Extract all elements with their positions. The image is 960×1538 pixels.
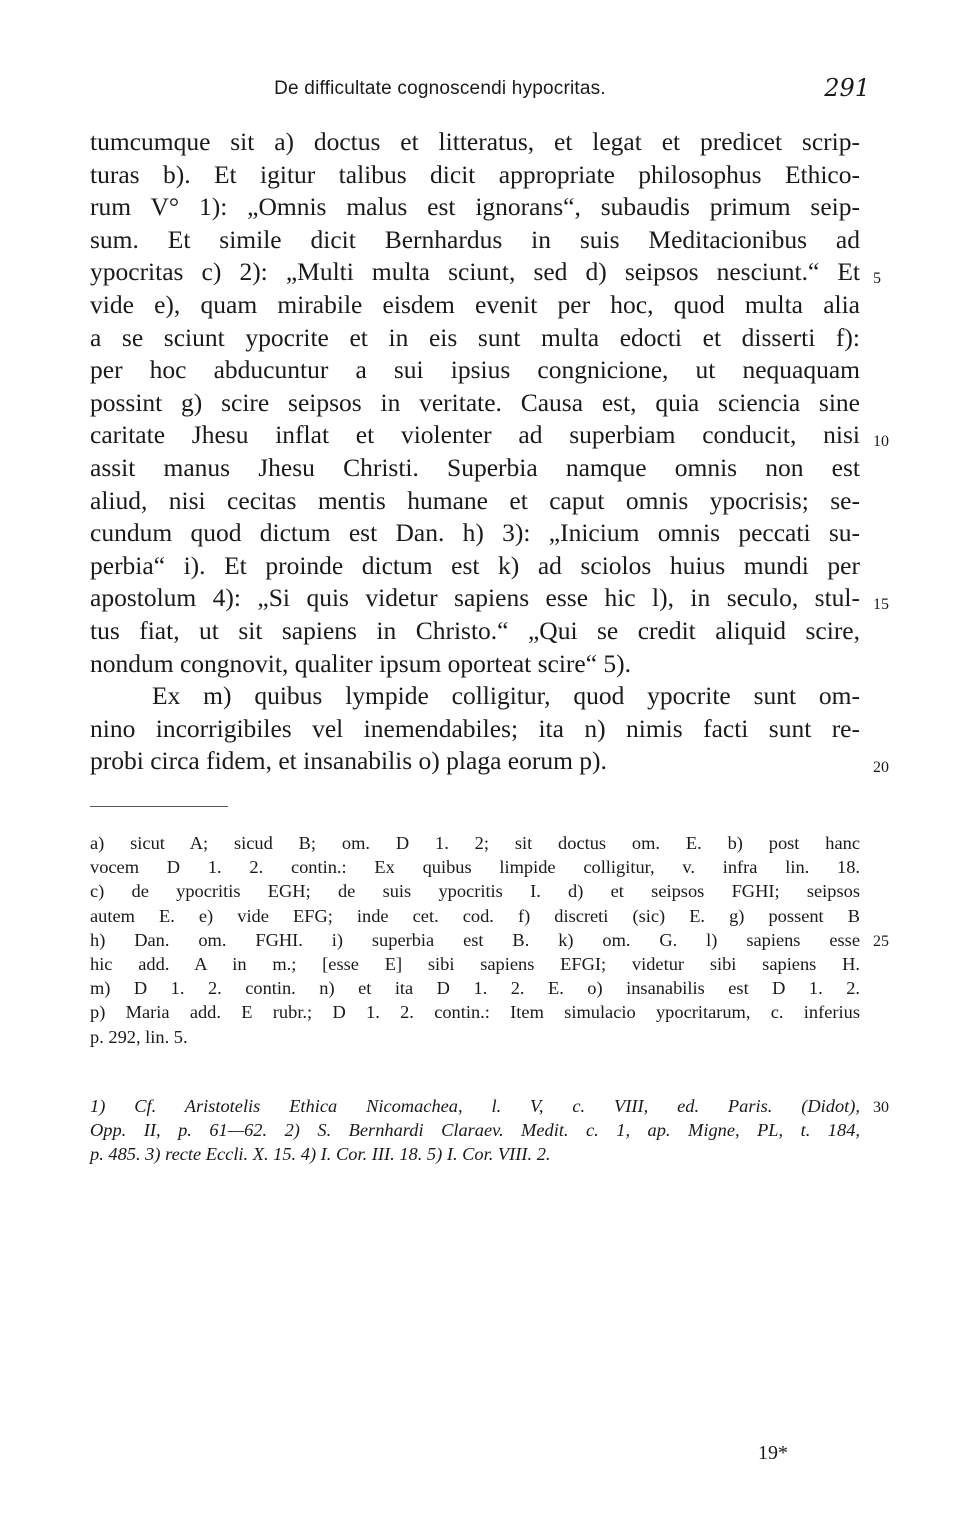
running-head: [90, 74, 870, 104]
line-number: 25: [873, 932, 889, 950]
note-line: [90, 1118, 860, 1142]
body-line-text: tus fiat, ut sit sapiens in Christo.“ „Qui se credit aliquid scire,: [90, 615, 860, 645]
body-line-text: a se sciunt ypocrite et in eis sunt multa edocti et disserti f):: [90, 322, 860, 352]
body-line: [90, 191, 860, 224]
body-line: [90, 322, 860, 355]
body-line-text: sum. Et simile dicit Bernhardus in suis Meditacionibus ad: [90, 224, 860, 254]
page-number: 291: [824, 74, 870, 102]
body-line: [90, 224, 860, 257]
source-notes: [90, 1094, 889, 1167]
body-line-text: perbia“ i). Et proinde dictum est k) ad sciolos huius mundi per: [90, 550, 860, 580]
body-line-text: turas b). Et igitur talibus dicit appropriate philosophus Ethico-: [90, 159, 860, 189]
line-number: 15: [873, 596, 889, 614]
body-line: [90, 582, 889, 615]
body-line-text: per hoc abducuntur a sui ipsius congnicione, ut nequaquam: [90, 355, 860, 385]
body-line: [90, 159, 860, 192]
body-line-text: apostolum 4): „Si quis videtur sapiens esse hic l), in seculo, stul-: [90, 583, 860, 613]
apparatus-line: [90, 928, 889, 952]
apparatus-line: [90, 1000, 860, 1024]
body-line-text: ypocritas c) 2): „Multi multa sciunt, sed d) seipsos nesciunt.“ Et: [90, 257, 860, 287]
body-line: [90, 517, 860, 550]
note-line-text: Opp. II, p. 61—62. 2) S. Bernhardi Claraev. Medit. c. 1, ap. Migne, PL, t. 184,: [90, 1120, 860, 1141]
body-line-text: nondum congnovit, qualiter ipsum oporteat scire“ 5).: [90, 648, 632, 678]
body-line: [90, 550, 860, 583]
apparatus-line-text: p) Maria add. E rubr.; D 1. 2. contin.: Item simulacio ypocritarum, c. inferius: [90, 1002, 860, 1023]
body-line: [90, 289, 860, 322]
apparatus-line: [90, 952, 860, 976]
body-line: [90, 452, 860, 485]
apparatus-line-text: vocem D 1. 2. contin.: Ex quibus limpide colligitur, v. infra lin. 18.: [90, 857, 860, 878]
apparatus-line: [90, 879, 860, 903]
line-number: 30: [873, 1099, 889, 1116]
body-line-text: assit manus Jhesu Christi. Superbia namque omnis non est: [90, 452, 860, 482]
apparatus-line-text: autem E. e) vide EFG; inde cet. cod. f) discreti (sic) E. g) possent B: [90, 905, 860, 926]
apparatus-line-text: m) D 1. 2. contin. n) et ita D 1. 2. E. o) insanabilis est D 1. 2.: [90, 978, 860, 999]
body-line-text: vide e), quam mirabile eisdem evenit per hoc, quod multa alia: [90, 289, 860, 319]
body-line: [90, 387, 860, 420]
body-line-text: possint g) scire seipsos in veritate. Causa est, quia sciencia sine: [90, 387, 860, 417]
note-line-text: p. 485. 3) recte Eccli. X. 15. 4) I. Cor. III. 18. 5) I. Cor. VIII. 2.: [90, 1144, 551, 1165]
apparatus-line-text: hic add. A in m.; [esse E] sibi sapiens EFGI; videtur sibi sapiens H.: [90, 953, 860, 974]
apparatus-line: [90, 831, 860, 855]
body-line-text: rum V° 1): „Omnis malus est ignorans“, subaudis primum seip-: [90, 192, 860, 222]
body-line-text: cundum quod dictum est Dan. h) 3): „Inicium omnis peccati su-: [90, 518, 860, 548]
critical-apparatus: [90, 831, 889, 1049]
note-line: [90, 1094, 889, 1118]
body-line-text: aliud, nisi cecitas mentis humane et caput omnis ypocrisis; se-: [90, 485, 860, 515]
body-line-text: Ex m) quibus lympide colligitur, quod ypocrite sunt om-: [152, 681, 860, 711]
note-line-text: 1) Cf. Aristotelis Ethica Nicomachea, l. V, c. VIII, ed. Paris. (Didot),: [90, 1096, 860, 1116]
apparatus-line: [90, 976, 860, 1000]
apparatus-line: [90, 855, 860, 879]
apparatus-line-text: c) de ypocritis EGH; de suis ypocritis I. d) et seipsos FGHI; seipsos: [90, 881, 860, 902]
body-line: [90, 713, 860, 746]
body-line-text: tumcumque sit a) doctus et litteratus, et legat et predicet scrip-: [90, 127, 860, 156]
body-line-text: nino incorrigibiles vel inemendabiles; ita n) nimis facti sunt re-: [90, 713, 860, 743]
body-line: [90, 354, 860, 387]
line-number: 10: [873, 433, 889, 451]
body-line: [90, 419, 889, 452]
line-number: 5: [873, 270, 881, 288]
running-title: De difficultate cognoscendi hypocritas.: [274, 78, 606, 99]
apparatus-line: [90, 1025, 860, 1049]
body-line: [90, 648, 860, 681]
body-line: [90, 256, 881, 289]
footnote-rule: [90, 806, 228, 807]
note-line: [90, 1142, 860, 1166]
main-text: [90, 126, 889, 778]
signature-mark: 19*: [758, 1442, 788, 1464]
body-line: [90, 745, 889, 778]
body-line: [90, 615, 860, 648]
body-line-text: probi circa fidem, et insanabilis o) plaga eorum p).: [90, 746, 607, 776]
line-number: 20: [873, 759, 889, 777]
apparatus-line-text: h) Dan. om. FGHI. i) superbia est B. k) om. G. l) sapiens esse: [90, 929, 860, 950]
body-line-text: caritate Jhesu inflat et violenter ad superbiam conducit, nisi: [90, 420, 860, 450]
body-line: [90, 680, 860, 713]
apparatus-line-text: p. 292, lin. 5.: [90, 1026, 188, 1047]
apparatus-line: [90, 904, 860, 928]
apparatus-line-text: a) sicut A; sicud B; om. D 1. 2; sit doctus om. E. b) post hanc: [90, 833, 860, 853]
body-line: [90, 126, 860, 159]
body-line: [90, 485, 860, 518]
